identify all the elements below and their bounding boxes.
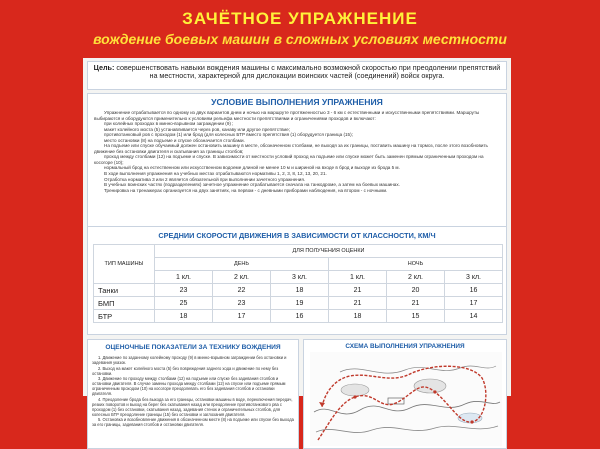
scheme-title: СХЕМА ВЫПОЛНЕНИЯ УПРАЖНЕНИЯ bbox=[345, 343, 465, 350]
scheme-box bbox=[303, 339, 507, 449]
scheme-drawing bbox=[310, 352, 502, 446]
goal-label: Цель: bbox=[93, 63, 115, 72]
conditions-paragraph: место остановки (8) на подъеме и спуске обозначается столбами. bbox=[104, 137, 245, 143]
header bbox=[0, 0, 600, 56]
header-class: 3 кл. bbox=[271, 271, 329, 284]
vehicle-name: Танки bbox=[94, 284, 155, 297]
conditions-paragraph: Упражнение отрабатывается по одному из двух вариантов днем и ночью на маршруте протяженностью 3 - 6 км с естественными и искусственными препятствиями. Маршруты выбираются и оборудуются применительно к условиям рельефа местности препятствиями и ограничениями проходов и включают: bbox=[94, 110, 480, 121]
speed-value: 16 bbox=[271, 310, 329, 323]
speed-value: 17 bbox=[213, 310, 271, 323]
indicator-item: 4. Преодоление брода без выхода за его границы, остановки машины в воде, переключения передач, резких поворотов и выход на берег без скатывания назад или преодоление противотанкового рва с проходом (1) без остановки, скатывания назад, задевания стенок и ограничительных столбов, для колесных БТР преодоление границы (15) без остановки и заглохания двигателя. bbox=[92, 396, 293, 417]
speed-table bbox=[93, 244, 503, 323]
table-row bbox=[94, 297, 503, 310]
speed-value: 21 bbox=[387, 297, 445, 310]
conditions-paragraph: при колейных проходах в минно-взрывном заграждении (9) ; bbox=[104, 121, 234, 127]
indicator-item: 1. Движение по заданному колейному проходу (9) в минно-взрывном заграждении без остановки и задевания указок. bbox=[92, 355, 287, 365]
vehicle-name: БМП bbox=[94, 297, 155, 310]
indicator-item: 2. Выход на макет колейного моста (5) без повреждения заднего хода и движение по нему без остановки. bbox=[92, 365, 279, 376]
indicators-text bbox=[92, 355, 294, 427]
conditions-paragraph: На подъеме или спуске обучаемый должен остановить машину в месте, обозначенном столбами, не выходя за их границы, поставить машину на тормоз, после этого возобновить движение без остановки двигателя и скатывания за границы столбов; bbox=[94, 143, 488, 154]
conditions-paragraph: нормальный брод на естественном или искусственном водоеме длиной не менее 10 м и шириной на входе в брод и выходе из брода 5 м. bbox=[104, 165, 400, 171]
conditions-paragraph: противотанковый ров с проходом (1) или брод (для колесных БТР вместо препятствия (1) оборудуется граница (15); bbox=[104, 132, 353, 138]
goal-box bbox=[87, 61, 507, 90]
speed-value: 19 bbox=[271, 297, 329, 310]
conditions-paragraph: Тренировка на тренажерах организуется на двух занятиях, на первом - с дневными приборами наблюдения, на втором - с ночными. bbox=[104, 187, 388, 193]
speed-value: 17 bbox=[445, 297, 503, 310]
speed-value: 18 bbox=[155, 310, 213, 323]
indicator-item: 3. Движение по проходу между столбами (12) на подъеме или спуске без задевания столбов и остановки двигателя. В случае замены прохода между столбами (12) на спуске или подъеме прямым ограниченным проходом (10) на косогоре преодолевать его без задевания столбов и остановки двигателя. bbox=[92, 376, 286, 397]
header-class: 2 кл. bbox=[387, 271, 445, 284]
speed-value: 15 bbox=[387, 310, 445, 323]
header-class: 2 кл. bbox=[213, 271, 271, 284]
vehicle-name: БТР bbox=[94, 310, 155, 323]
route-marker bbox=[470, 420, 473, 423]
header-grade: ДЛЯ ПОЛУЧЕНИЯ ОЦЕНКИ bbox=[155, 245, 503, 258]
table-row bbox=[94, 284, 503, 297]
header-vehicle-type: ТИП МАШИНЫ bbox=[94, 245, 155, 284]
speed-value: 21 bbox=[329, 284, 387, 297]
speed-value: 23 bbox=[155, 284, 213, 297]
content-panel bbox=[83, 58, 511, 428]
speed-value: 23 bbox=[213, 297, 271, 310]
speed-box bbox=[87, 226, 507, 335]
speed-value: 18 bbox=[329, 310, 387, 323]
page-title: ЗАЧЁТНОЕ УПРАЖНЕНИЕ bbox=[182, 9, 418, 28]
speed-title: СРЕДНИИ СКОРОСТИ ДВИЖЕНИЯ В ЗАВИСИМОСТИ ОТ КЛАССНОСТИ, КМ/Ч bbox=[158, 231, 436, 240]
speed-value: 25 bbox=[155, 297, 213, 310]
conditions-paragraph: В учебных воинских частях (подразделениях) зачетное упражнение отрабатывается сначала на танкодроме, а затем на боевых машинах. bbox=[104, 182, 400, 188]
header-class: 1 кл. bbox=[329, 271, 387, 284]
speed-value: 21 bbox=[329, 297, 387, 310]
conditions-title: УСЛОВИЕ ВЫПОЛНЕНИЯ УПРАЖНЕНИЯ bbox=[211, 97, 383, 107]
header-class: 1 кл. bbox=[155, 271, 213, 284]
obstacle bbox=[414, 379, 446, 393]
speed-value: 20 bbox=[387, 284, 445, 297]
goal-text: совершенствовать навыки вождения машины с максимально возможной скоростью при преодолении препятствий на местности, характерной для дислокации воинских частей (соединений) войск округа. bbox=[116, 63, 501, 81]
conditions-text bbox=[94, 110, 500, 193]
header-day: ДЕНЬ bbox=[155, 258, 329, 271]
speed-value: 14 bbox=[445, 310, 503, 323]
route-marker bbox=[433, 390, 436, 393]
indicators-title: ОЦЕНОЧНЫЕ ПОКАЗАТЕЛИ ЗА ТЕХНИКУ ВОЖДЕНИЯ bbox=[105, 344, 281, 351]
indicators-box bbox=[87, 339, 299, 449]
indicator-item: 5. Остановка и возобновление движения в обозначенном месте (8) на подъеме или спуске без выхода за его границы, задевания столбов и остановки двигателя. bbox=[92, 417, 294, 428]
conditions-paragraph: проход между столбами (12) на подъеме и спуске. В зависимости от местности условий проход на подъеме или спуске может быть заменен прямым ограниченным проходом на косогоре (10); bbox=[94, 154, 484, 165]
header-class: 3 кл. bbox=[445, 271, 503, 284]
header-night: НОЧЬ bbox=[329, 258, 503, 271]
conditions-paragraph: Отработка норматива 3 или 2 является обязательной при выполнении зачетного упражнения. bbox=[104, 176, 306, 182]
speed-value: 18 bbox=[271, 284, 329, 297]
route-marker bbox=[353, 395, 356, 398]
conditions-paragraph: В ходе выполнения упражнения на учебных местах отрабатываются нормативы 1, 2, 3, 8, 12, 13, 20, 21. bbox=[104, 171, 327, 177]
obstacle bbox=[341, 384, 369, 396]
speed-value: 16 bbox=[445, 284, 503, 297]
speed-value: 22 bbox=[213, 284, 271, 297]
conditions-paragraph: макет колейного моста (5) устанавливается через ров, канаву или другое препятствие; bbox=[104, 126, 290, 132]
conditions-box bbox=[87, 93, 507, 244]
page-subtitle: вождение боевых машин в сложных условиях местности bbox=[93, 31, 507, 47]
table-row bbox=[94, 310, 503, 323]
